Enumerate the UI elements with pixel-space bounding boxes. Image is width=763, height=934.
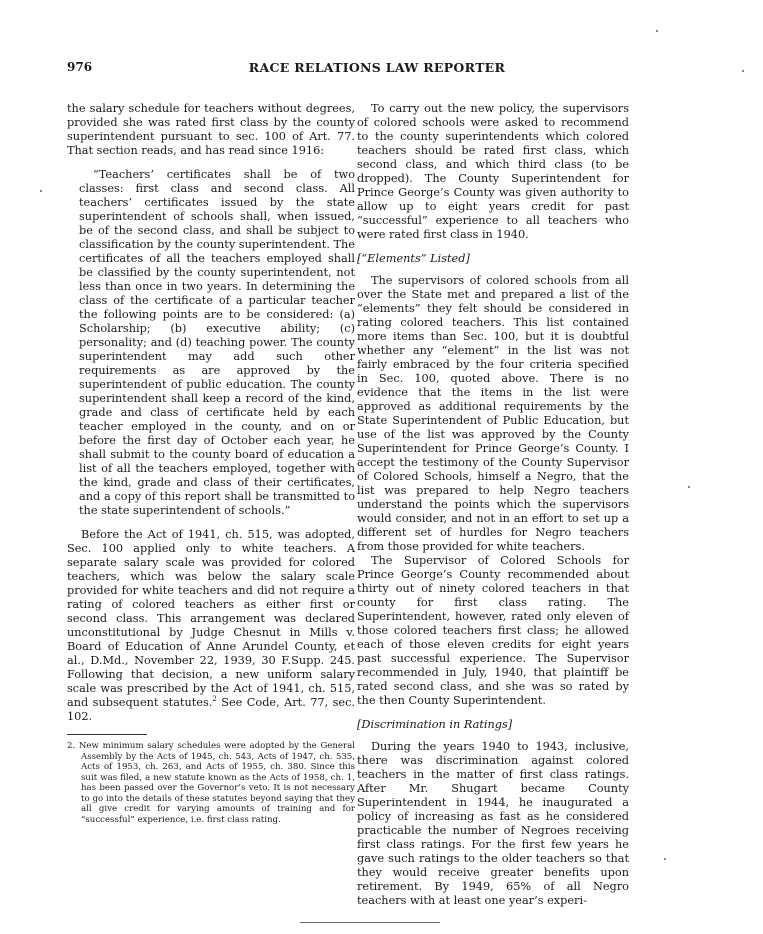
footnote-2: 2. New minimum salary schedules were adopted by the General Assembly by the Acts of 1945, ch. 543, Acts of 1947, ch. 535, Acts of 1953, ch. 263, and Acts of 1955, ch. 380. Since this suit was filed, a new statute known as the Acts of 1958, ch. 1, has been passed over the Governor’s veto. It is not necessary to go into the details of these statutes beyond saying that they all give credit for varying amounts of training and for “successful” experience, i.e. first class rating. [67,741,355,825]
page-header [67,60,687,80]
left-paragraph-2-text: Before the Act of 1941, ch. 515, was adopted, Sec. 100 applied only to white teachers. A separate salary scale was provided for colored teachers, which was below the salary scale provided for white teachers and did not require a rating of colored teachers as either first or second class. This arrangement was declared unconstitutional by Judge Chesnut in Mills v. Board of Education of Anne Arundel County, et al., D.Md., November 22, 1939, 30 F.Supp. 245. Following that decision, a new uniform salary scale was prescribed by the Act of 1941, ch. 515, and subsequent statutes. [67,528,355,709]
scan-speck [40,190,42,192]
left-paragraph-2 [67,528,355,724]
running-title: RACE RELATIONS LAW REPORTER [248,60,506,75]
right-paragraph-4: During the years 1940 to 1943, inclusive, there was discrimination against colored teachers in the matter of first class ratings. After Mr. Shugart became County Superintendent in 1944, he inaugurated a policy of increasing as fast as he considered practicable the number of Negroes receiving first class ratings. For the first few years he gave such ratings to the older teachers so that they would receive greater benefits upon retirement. By 1949, 65% of all Negro teachers with at least one year’s experi- [357,740,629,907]
section-heading-discrimination: [Discrimination in Ratings] [357,718,513,731]
footnote-marker: 2 [212,695,217,704]
right-paragraph-2: The supervisors of colored schools from all over the State met and prepared a list of the “elements” they felt should be considered in rating colored teachers. This list contained more items than Sec. 100, but it is doubtful whether any “element” in the list was not fairly embraced by the four criteria specified in Sec. 100, quoted above. There is no evidence that the items in the list were approved as additional requirements by the State Superintendent of Public Education, but use of the list was approved by the County Superintendent for Prince George’s County. I accept the testimony of the County Supervisor of Colored Schools, himself a Negro, that the list was prepared to help Negro teachers understand the points which the supervisors would consider, and not in an effort to set up a different set of hurdles for Negro teachers from those provided for white teachers. [357,274,629,553]
left-column [67,102,355,825]
scan-speck [656,30,658,32]
bottom-scan-line [300,922,440,923]
section-heading-elements-listed: [“Elements” Listed] [357,252,470,265]
scan-speck [688,486,690,488]
right-paragraph-3: The Supervisor of Colored Schools for Prince George’s County recommended about thirty out of ninety colored teachers in that county for first class rating. The Superintendent, however, rated only eleven of those colored teachers first class; he allowed each of those eleven credits for eight years past successful experience. The Supervisor recommended in July, 1940, that plaintiff be rated second class, and she was so rated by the then County Superintendent. [357,554,629,707]
footnote-divider [67,734,147,735]
right-paragraph-1: To carry out the new policy, the supervisors of colored schools were asked to recommend to the county superintendents which colored teachers should be rated first class, which second class, and which third class (to be dropped). The County Superintendent for Prince George’s County was given authority to allow up to eight years credit for past “successful” experience to all teachers who were rated first class in 1940. [357,102,629,241]
scan-speck [664,858,666,860]
left-paragraph-2-tail: See Code, Art. 77, sec. 102. [67,696,355,723]
scan-speck [742,70,744,72]
page-number: 976 [67,60,93,74]
left-paragraph-1: the salary schedule for teachers without degrees, provided she was rated first class by the county superintendent pursuant to sec. 100 of Art. 77. That section reads, and has read since 1916: [67,102,355,157]
right-column [357,102,629,908]
statute-quote: “Teachers’ certificates shall be of two classes: first class and second class. All teachers’ certificates issued by the state superintendent of schools shall, when issued, be of the second class, and shall be subject to classification by the county superintendent. The certificates of all the teachers employed shall be classified by the county superintendent, not less than once in two years. In determining the class of the certificate of a particular teacher the following points are to be considered: (a) Scholarship; (b) executive ability; (c) personality; and (d) teaching power. The county superintendent may add such other requirements as are approved by the superintendent of public education. The county superintendent shall keep a record of the kind, grade and class of certificate held by each teacher employed in the county, and on or before the first day of October each year, he shall submit to the county board of education a list of all the teachers employed, together with the kind, grade and class of their certificates, and a copy of this report shall be transmitted to the state superintendent of schools.” [79,168,355,517]
